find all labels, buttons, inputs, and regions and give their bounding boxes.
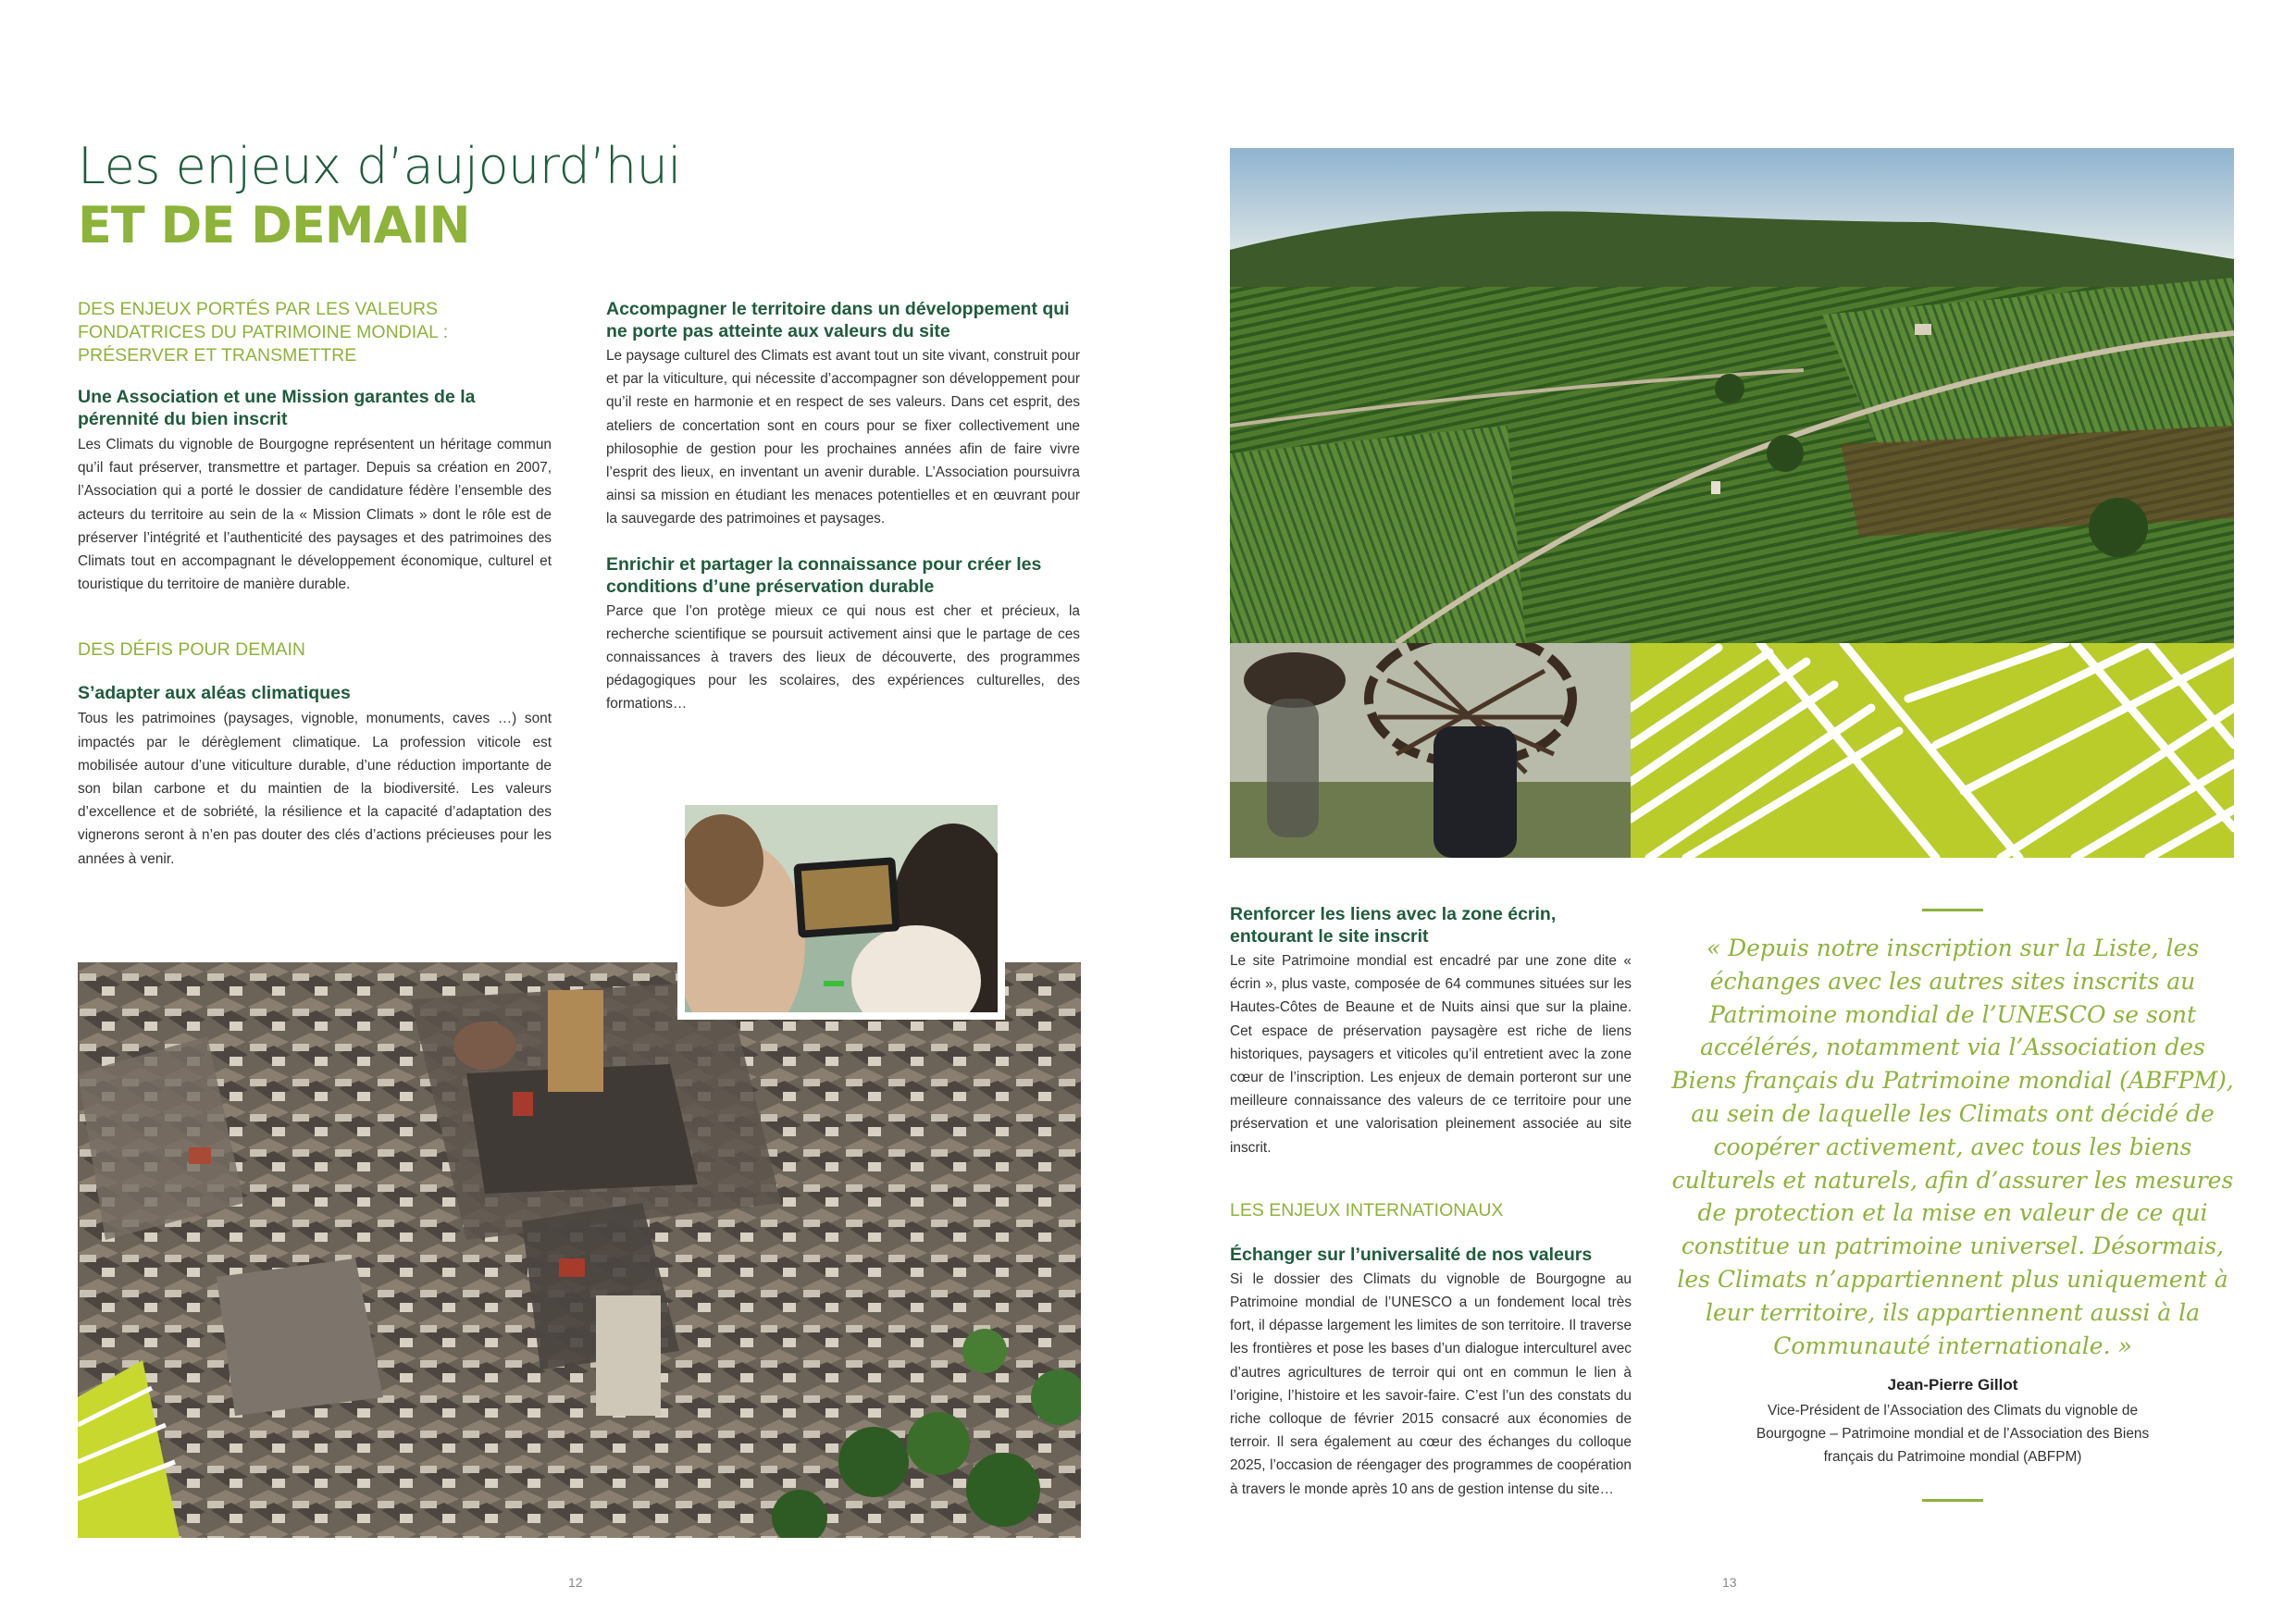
paragraph-climat: Tous les patrimoines (paysages, vignoble, monuments, caves …) sont impactés par le dérèglement climatique. La profession viticole est mobilisée autour d’une viticulture durable, d’une réduction importante de son bilan carbone et du maintien de la biodiversité. Les valeurs d’excellence et de sobriété, la résilience et la capacité d’adaptation des vignerons seront à n’en pas douter des clés d’actions précieuses pour les années à venir. [78,711,552,867]
quote-author: Jean-Pierre Gillot [1887,1376,2018,1394]
quote-author-role: Vice-Président de l’Association des Climats du vignoble de Bourgogne – Patrimoine mondial et de l’Association des Biens français du Patrimoine mondial (ABFPM) [1756,1403,2150,1465]
vineyard-aerial-photo [1230,148,2234,643]
page-number-right: 13 [1722,1575,1737,1590]
quote-bottom-rule [1922,1499,1983,1502]
paragraph-accompagner: Le paysage culturel des Climats est avant tout un site vivant, construit pour et par la viticulture, qui nécessite d’accompagner son développement pour qu’il reste en harmonie et en respect de ses valeurs. Dans cet esprit, des ateliers de concertation sont en cours pour se fixer collectivement une philosophie de gestion pour les prochaines années afin de faire vivre l’esprit des lieux, en inventant un avenir durable. L’Association poursuivra ainsi sa mission en étudiant les menaces potentielles et en œuvrant pour la sauvegarde des patrimoines et paysages. [606,348,1080,527]
section-heading-internationaux: LES ENJEUX INTERNATIONAUX [1230,1199,1504,1220]
subheading-zone-ecrin: Renforcer les liens avec la zone écrin, entourant le site inscrit [1230,904,1557,947]
right-column-1 [1230,903,1632,1501]
tablet-photo-frame [677,798,1005,1020]
paragraph-enrichir: Parce que l’on protège mieux ce qui nous est cher et précieux, la recherche scientifique se poursuit activement ainsi que le partage de ces connaissances à travers des lieux de découverte, des programmes pédagogiques pour les scolaires, des expériences culturelles, des formations… [606,602,1080,712]
section-heading-preserver: DES ENJEUX PORTÉS PAR LES VALEURS FONDATRICES DU PATRIMOINE MONDIAL : PRÉSERVER ET TRANSMETTRE [78,299,449,365]
page-number-left: 12 [568,1575,583,1590]
subheading-climat: S’adapter aux aléas climatiques [78,683,351,704]
aerial-town-photo [78,962,1081,1538]
paragraph-association: Les Climats du vignoble de Bourgogne représentent un héritage commun qu’il faut préserver, transmettre et partager. Depuis sa création en 2007, l’Association qui a porté le dossier de candidature fédère l’ensemble des acteurs du territoire au sein de la « Mission Climats » dont le rôle est de préserver l’intégrité et l’authenticité des paysages et des patrimoines des Climats tout en accompagnant le développement économique, culturel et touristique du territoire de manière durable. [78,437,552,593]
left-column-2 [606,298,1080,716]
page-title-line1: Les enjeux d’aujourd’hui [78,137,681,195]
paragraph-zone-ecrin: Le site Patrimoine mondial est encadré par une zone dite « écrin », plus vaste, composée de 64 communes situées sur les Hautes-Côtes de Beaune et de Nuits ainsi que sur la plaine. Cet espace de préservation paysagère est riche de liens historiques, paysagers et viticoles qu’il entretient avec la zone cœur de l’inscription. Les enjeux de demain porteront sur une meilleure connaissance des valeurs de ce territoire pour une préservation et une valorisation pleinement associée au site inscrit. [1230,953,1632,1156]
subheading-enrichir: Enrichir et partager la connaissance pour créer les conditions d’une préservation durable [606,553,1042,597]
page-title-line2: ET DE DEMAIN [78,196,470,254]
subheading-association: Une Association et une Mission garantes de la pérennité du bien inscrit [78,387,476,429]
paragraph-universalite: Si le dossier des Climats du vignoble de Bourgogne au Patrimoine mondial de l’UNESCO a un fondement local très fort, il dépasse largement les limites de son territoire. Il traverse les frontières et pose les bases d’un dialogue interculturel avec d’autres agricultures de terroir qui ont en commun le lien à l’origine, l’histoire et les savoir-faire. C’est l’un des constats du riche colloque de février 2015 consacré aux économies de terroir. Il sera également au cœur des échanges du colloque 2025, l’occasion de réengager des programmes de coopération à travers le monde après 10 ans de gestion intense du site… [1230,1270,1632,1497]
quote-top-rule [1922,909,1983,911]
subheading-universalite: Échanger sur l’universalité de nos valeurs [1230,1244,1593,1265]
lime-leaf-pattern [1631,643,2234,858]
vine-workers-photo [1230,643,1631,858]
tablet-photo [685,805,998,1012]
subheading-accompagner: Accompagner le territoire dans un développement qui ne porte pas atteinte aux valeurs du site [606,299,1070,341]
pull-quote: « Depuis notre inscription sur la Liste, les échanges avec les autres sites inscrits au Patrimoine mondial de l’UNESCO se sont accélérés, notamment via l’Association des Biens français du Patrimoine mondial (ABFPM), au sein de laquelle les Climats ont décidé de coopérer activement, avec tous les biens culturels et naturels, afin d’assurer les mesures de protection et la mise en valeur de ce qui constitue un patrimoine universel. Désormais, les Climats n’appartiennent plus uniquement à leur territoire, ils appartiennent aussi à la Communauté internationale. » [1671,935,2234,1359]
left-column-1 [78,298,552,871]
section-heading-defis: DES DÉFIS POUR DEMAIN [78,639,305,661]
